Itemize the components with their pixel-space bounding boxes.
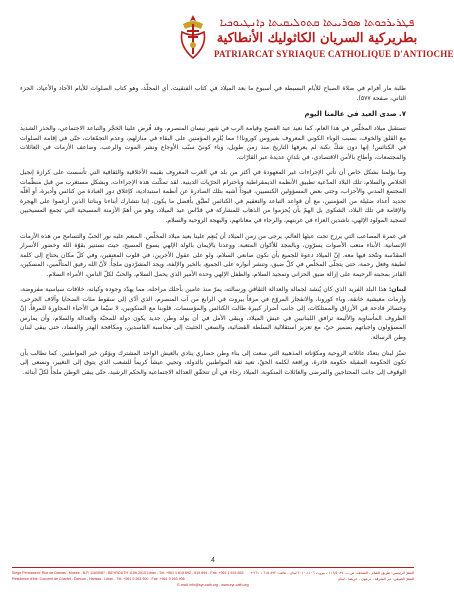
patriarchal-crest-icon: [176, 12, 210, 64]
intro-paragraph: طلبة مار أفرام في صلاة الصباح للأيام البسيطة في أسبوع ما بعد الميلاد في كتاب الفنقيث، أي المجلّد، وهو كتاب الصلوات للأيام الآحاد والأعياد، الجزء الثاني، صفحة ٥٧٧).: [20, 85, 406, 102]
lebanon-text: هذا البلد الفريد الذي كان يُنشد لجماله والعدالة الثقافي ورسالته، يمرّ منذ عامين بأحلك مراحله، مما يهدّد وجوده وكيانه، خلافات سياسية مفروضة، وأزمات معيشية خانقة، وباء كورونا، والانفجار المروّع في مرفأ بيروت في الرابع من آب المنصرم، الذي أدّى إلى سقوط مئات الضحايا وآلاف الجرحى، وخسائر فادحة في الأرزاق والممتلكات، إلى جانب أضرار كبيرة طالت الكنائس والمؤسسات. قلوبنا مع المنكوبين، لا سيّما في الأحياء المجاورة للمرفأ. إنّ الظروف المأساوية والأليمة ترافق اللبنانيين في عيش الميلاد، ويبقى الأمل في أن يولد وطن جديد يكون دولة للمحبّة والعدالة والسلام، وأن يمارس المسؤولون واجباتهم بضمير حيّ، مع تعزيز استقلالية السلطة القضائية، والسعي الحثيث إلى محاسبة الفاسدين، ومكافحة الهدر والفساد، حتى يبقى لبنان وطن الرسالة.: [20, 286, 406, 342]
section-heading: ٧. صدى العيد في عالمنا اليوم: [304, 110, 406, 119]
letterhead-syriac-title: ܦܛܪܝܪܟܘܬܐ ܣܘܪܝܝܬܐ ܩܬܘܠܝܩܝܬܐ ܕܐܢܛܝܘܟܝܐ: [219, 16, 415, 29]
letterhead: [0, 8, 454, 78]
lebanon-paragraph: [20, 285, 406, 342]
footer-address-ar: المقرّ الرئيسي: طريق الشام - المتحف، ص.ب. ١١٦/٥٠٨٧ - بيروت ١١٠٦-٢٠١٠ لبنان - هاتف: ٨٩٢ ٦١٥ ١ ٩٦١+: [250, 571, 414, 575]
letter-body: [20, 84, 406, 383]
footer-summer-fr: Résidence d'été: Couvent de Charfet - Daroun - Harissa - Liban - Tél: +961 9 263 900 - Fax: +961 9 263 906: [12, 577, 185, 581]
footer-address-fr: Siège Permanent: Rue de Damas - Musée - B.P. 116/5087 - BEYROUTH 1106-2010 Liban - Tél: +961 1 615 892 - 615 894 - Fax: +961 1 615 893: [12, 571, 244, 575]
body-paragraph: تستقبل ميلاد المخلّص في هذا العام، كما نعيد عيد الفصح وقيامة الرب في شهر نيسان المنصرم، وقد فُرض علينا الحَجْر والتباعد الاجتماعي، والحذر الشديد مع القلق والخوف، بسبب الوباء الكوني المعروف بفيروس كورونا!! مما يُلزِم المؤمنين على البقاء في منازلهم، وعدم التجمّعات، حتّى في إقامة الصلوات في الكنائس! إنها دون شكّ نكبة لم يعرفها التاريخ منذ زمن طويل، وباء كونيّ سبّب الأوجاع ونشر الموت والرعب، وضاعف الأزمات في العائلات والمجتمعات، وأطاح بالأمن الاقتصادي، في بلدانٍ عديدة عبر القارّات.: [20, 125, 406, 161]
body-paragraph: في غمرة المصاعب التي يرزح تحت عبئها العالم، يرجى من زمن الميلاد أن يُنعِم علينا بعيد ميلاد المخلّص. المنعم عليه نور الحبّ والتسامح من هذه الأزمات الإنسانية. الأبناء متعب الأصوات يسرّون، وبالمجد للأكوان المتعبة. ووعدنا بالإيمان بالولد الإلهي يسوع المسيح، حيث نستنير بقوّة الله وحضور الأسرار المقدّسة ونتّحد فيها معه. إنّ الميلاد دعوة للجميع بأن نكون صانعي السلام، ولو على عقول الأخرين، في قلوب المعنفين، وفي كلّ مكان يحتاج إلى كلمة لطيفة وفعل رحمة، حتى يتجلّى المخلّص في كلّ ضيق، وتنشر أنواره على الجميع، بالخير والإلفة، ويجد المشرَّدون ملجأً. لأنّ الله رفيق المتألّمين، المسكين، القادر بمحبته الرحيمة على إزالة ضيق الحزانى وتمجيد السلام، والطفل الإلهي وحده الأمير الذي يحمل السلام، والحبّ لكلّ الناس، الأمراء السلام.: [20, 232, 406, 278]
body-paragraph: وما يؤلمنا بشكل خاص أن تأتي الإجراءات غير المعهودة في أكثر من بلد في الغرب المعروف بقيمه الأخلاقية والثقافية التي تأسست على كرازة إنجيل الخلاص والسلام، تلك البلاد المدّعية تطبيق الأنظمة الديمقراطية وباحترام الحرّيات الدينية. لقد تمكّنت هذه الإجراءات، وبشكل مستغرب من قبل منظّمات المجتمع المدني والأحزاب، وحتى بعض المسؤولين الكنسيين، قيوداً أشبه بتلك الصادرة عن أنظمة استبدادية، كإغلاق دور العبادة من كنائس وأديرة، أو أقلّه تحديد أعداد ضئيلة من المؤمنين، مع أن قواعد التباعد والتعقيم في الكنائس تُطبَّق بأفضل ما يكون. إننا نتشارك أبناءنا وبناتنا الذين أرغموا على الهجرة والإقامة في تلك البلاد، الشكوى بل الهمّ بأن يُحرَموا من الذهاب للمشاركة في قدّاس عيد الميلاد، وهو من أهمّ الأزمنة المسيحية التي تجمع المسيحيين لتمجيد المولود الإلهي، ناشدين العزاء في غربتهم، والرجاء في معاناتهم، والبهجة الروحية والسلام.: [20, 169, 406, 225]
footer: [12, 567, 414, 588]
footer-contact: E-mail: info@syr-cath.org - www.syr-cath.org: [177, 583, 249, 587]
footer-summer-ar: المقرّ الصيفي: دير الشرفة - درعون - حريصا - لبنان: [337, 577, 414, 581]
page-number: 4: [211, 557, 215, 564]
final-paragraph: تميّز لبنان بتعدّد عائلاته الروحية ومكوّناته المذهبية التي سعت إلى بناء وطن حضاري ينادي بالعيش الواحد المشترك ويؤمّن خير المواطنين. كما نطالب بأن تكون الحكومة المقبلة حكومة قادرة، ورافعة لكلمة الحقّ، تعيد ثقة المواطنين بالدولة، وتحيي عيشاً كريماً للشعب الذي يتوق إلى التغيير، وتسعى إلى الوقوف إلى جانب المحتاجين والمرضى والعائلات المنكوبة. الميلاد رجاء في أن تتحقّق العدالة الاجتماعية والحكم الرشيد، حتّى يبقى الوطن ملجأً لكلّ أبنائه.: [20, 349, 406, 376]
letterhead-french-title: PATRIARCAT SYRIAQUE CATHOLIQUE D'ANTIOCHE: [214, 49, 454, 59]
lebanon-label: لبنان:: [388, 286, 407, 294]
letterhead-arabic-title: بطريركية السريان الكاثوليك الأنطاكية: [216, 31, 418, 46]
